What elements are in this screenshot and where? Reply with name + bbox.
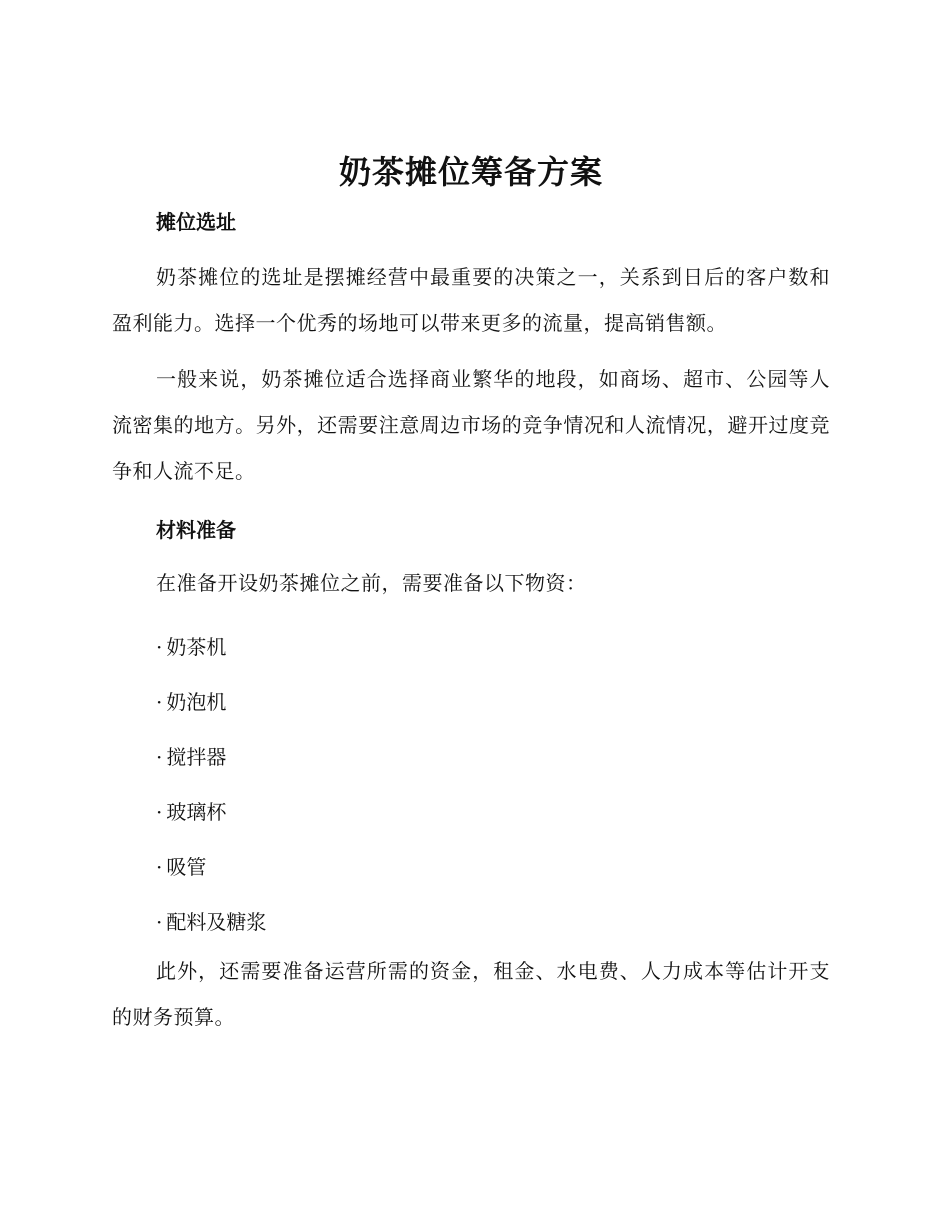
list-item-text: 奶泡机 <box>166 690 227 714</box>
list-item-text: 配料及糖浆 <box>166 910 267 934</box>
document-title: 奶茶摊位筹备方案 <box>338 153 603 191</box>
list-item <box>156 798 830 826</box>
list-item-text: 奶茶机 <box>166 635 227 659</box>
list-item <box>156 908 830 936</box>
materials-intro-paragraph: 在准备开设奶茶摊位之前，需要准备以下物资： <box>156 571 587 595</box>
bullet-icon: · <box>156 635 163 659</box>
section-heading-materials: 材料准备 <box>156 518 236 542</box>
bullet-icon: · <box>156 690 163 714</box>
list-item <box>156 633 830 661</box>
list-item-text: 吸管 <box>166 855 207 879</box>
list-item-text: 搅拌器 <box>166 745 227 769</box>
list-item <box>156 853 830 881</box>
site-selection-paragraph-1: 奶茶摊位的选址是摆摊经营中最重要的决策之一，关系到日后的客户数和盈利能力。选择一个优秀的场地可以带来更多的流量，提高销售额。 <box>112 265 830 335</box>
materials-closing-paragraph: 此外，还需要准备运营所需的资金，租金、水电费、人力成本等估计开支的财务预算。 <box>112 959 830 1029</box>
bullet-icon: · <box>156 910 163 934</box>
list-item <box>156 743 830 771</box>
bullet-icon: · <box>156 855 163 879</box>
bullet-icon: · <box>156 745 163 769</box>
list-item-text: 玻璃杯 <box>166 800 227 824</box>
materials-list <box>112 633 830 936</box>
section-heading-site-selection: 摊位选址 <box>156 210 236 234</box>
list-item <box>156 688 830 716</box>
bullet-icon: · <box>156 800 163 824</box>
document-content <box>112 150 830 1040</box>
site-selection-paragraph-2: 一般来说，奶茶摊位适合选择商业繁华的地段，如商场、超市、公园等人流密集的地方。另外，还需要注意周边市场的竞争情况和人流情况，避开过度竞争和人流不足。 <box>112 367 830 483</box>
